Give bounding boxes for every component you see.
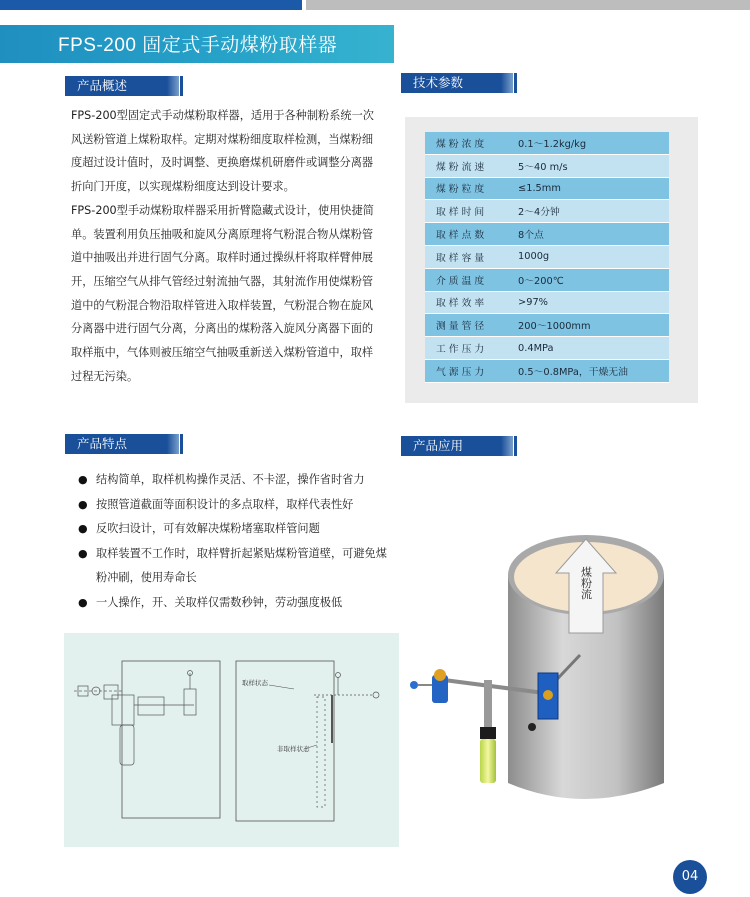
spec-row <box>425 359 669 382</box>
top-bar-blue <box>0 0 302 10</box>
spec-value: >97% <box>510 291 669 314</box>
spec-value: 200～1000mm <box>510 314 669 337</box>
spec-row <box>425 177 669 200</box>
overview-paragraph-2: FPS-200型手动煤粉取样器采用折臂隐藏式设计，使用快捷简单。装置利用负压抽吸和旋风分离原理将气粉混合物从煤粉管道中抽吸出并进行固气分离。取样时通过操纵杆将取样臂伸展开，压缩空气从排气管经过射流抽气器，其射流作用使煤粉管道中的气粉混合物沿取样管进入取样装置，气粉混合物在旋风分离器中进行固气分离，分离出的煤粉落入旋风分离器下面的取样瓶中，气体则被压缩空气抽吸重新送入煤粉管道中，取样过程无污染。 <box>71 203 374 383</box>
section-tag-overview: 产品概述 <box>65 76 167 96</box>
spec-value: 0.4MPa <box>510 337 669 360</box>
top-bar-gray <box>306 0 750 10</box>
application-illustration <box>404 515 694 845</box>
pipe-section-left <box>122 661 220 818</box>
spec-value: 2～4分钟 <box>510 200 669 223</box>
spec-label: 煤粉粒度 <box>425 177 510 200</box>
section-tag-specs: 技术参数 <box>401 73 501 93</box>
spec-label: 煤粉流速 <box>425 154 510 177</box>
feature-item: ● 一人操作，开、关取样仅需数秒钟，劳动强度极低 <box>78 591 398 616</box>
spec-row <box>425 200 669 223</box>
spec-label: 测量管径 <box>425 314 510 337</box>
state-idle-label: 非取样状态 <box>277 745 310 753</box>
overview-text <box>71 104 383 388</box>
application-svg <box>404 515 694 845</box>
installation-drawing <box>64 633 399 847</box>
spec-label: 取样效率 <box>425 291 510 314</box>
spec-row <box>425 268 669 291</box>
spec-table <box>425 132 669 383</box>
feature-item: ● 取样装置不工作时，取样臂折起紧贴煤粉管道壁，可避免煤粉冲刷，使用寿命长 <box>78 542 398 591</box>
feature-item: ● 反吹扫设计，可有效解决煤粉堵塞取样管问题 <box>78 517 398 542</box>
spec-label: 取样点数 <box>425 223 510 246</box>
spec-value: 0.5～0.8MPa，干燥无油 <box>510 359 669 382</box>
state-sampling-label: 取样状态 <box>242 679 268 687</box>
spec-label: 工作压力 <box>425 337 510 360</box>
spec-value: 0～200℃ <box>510 268 669 291</box>
spec-value: ≤1.5mm <box>510 177 669 200</box>
spec-label: 介质温度 <box>425 268 510 291</box>
page-number-badge: 04 <box>673 860 707 894</box>
sample-bottle <box>480 739 496 783</box>
title-banner <box>0 25 394 63</box>
spec-row <box>425 245 669 268</box>
spec-row <box>425 337 669 360</box>
drawing-svg <box>64 633 399 847</box>
spec-label: 取样容量 <box>425 245 510 268</box>
spec-label: 取样时间 <box>425 200 510 223</box>
spec-value: 0.1～1.2kg/kg <box>510 132 669 154</box>
features-list <box>78 468 398 615</box>
feature-item: ● 按照管道截面等面积设计的多点取样，取样代表性好 <box>78 493 398 518</box>
spec-label: 煤粉浓度 <box>425 132 510 154</box>
spec-row <box>425 314 669 337</box>
feature-item: ● 结构简单，取样机构操作灵活、不卡涩，操作省时省力 <box>78 468 398 493</box>
spec-value: 1000g <box>510 245 669 268</box>
spec-row <box>425 291 669 314</box>
spec-row <box>425 132 669 154</box>
spec-value: 8个点 <box>510 223 669 246</box>
spec-row <box>425 154 669 177</box>
flow-label: 煤粉流 <box>579 566 593 600</box>
section-tag-features: 产品特点 <box>65 434 167 454</box>
spec-value: 5～40 m/s <box>510 154 669 177</box>
overview-paragraph-1: FPS-200型固定式手动煤粉取样器，适用于各种制粉系统一次风送粉管道上煤粉取样。定期对煤粉细度取样检测，当煤粉细度超过设计值时，及时调整、更换磨煤机研磨件或调整分离器折向门开度，以实现煤粉细度达到设计要求。 <box>71 109 374 194</box>
section-tag-application: 产品应用 <box>401 436 501 456</box>
spec-label: 气源压力 <box>425 359 510 382</box>
spec-row <box>425 223 669 246</box>
page-title: FPS-200 固定式手动煤粉取样器 <box>58 35 338 56</box>
